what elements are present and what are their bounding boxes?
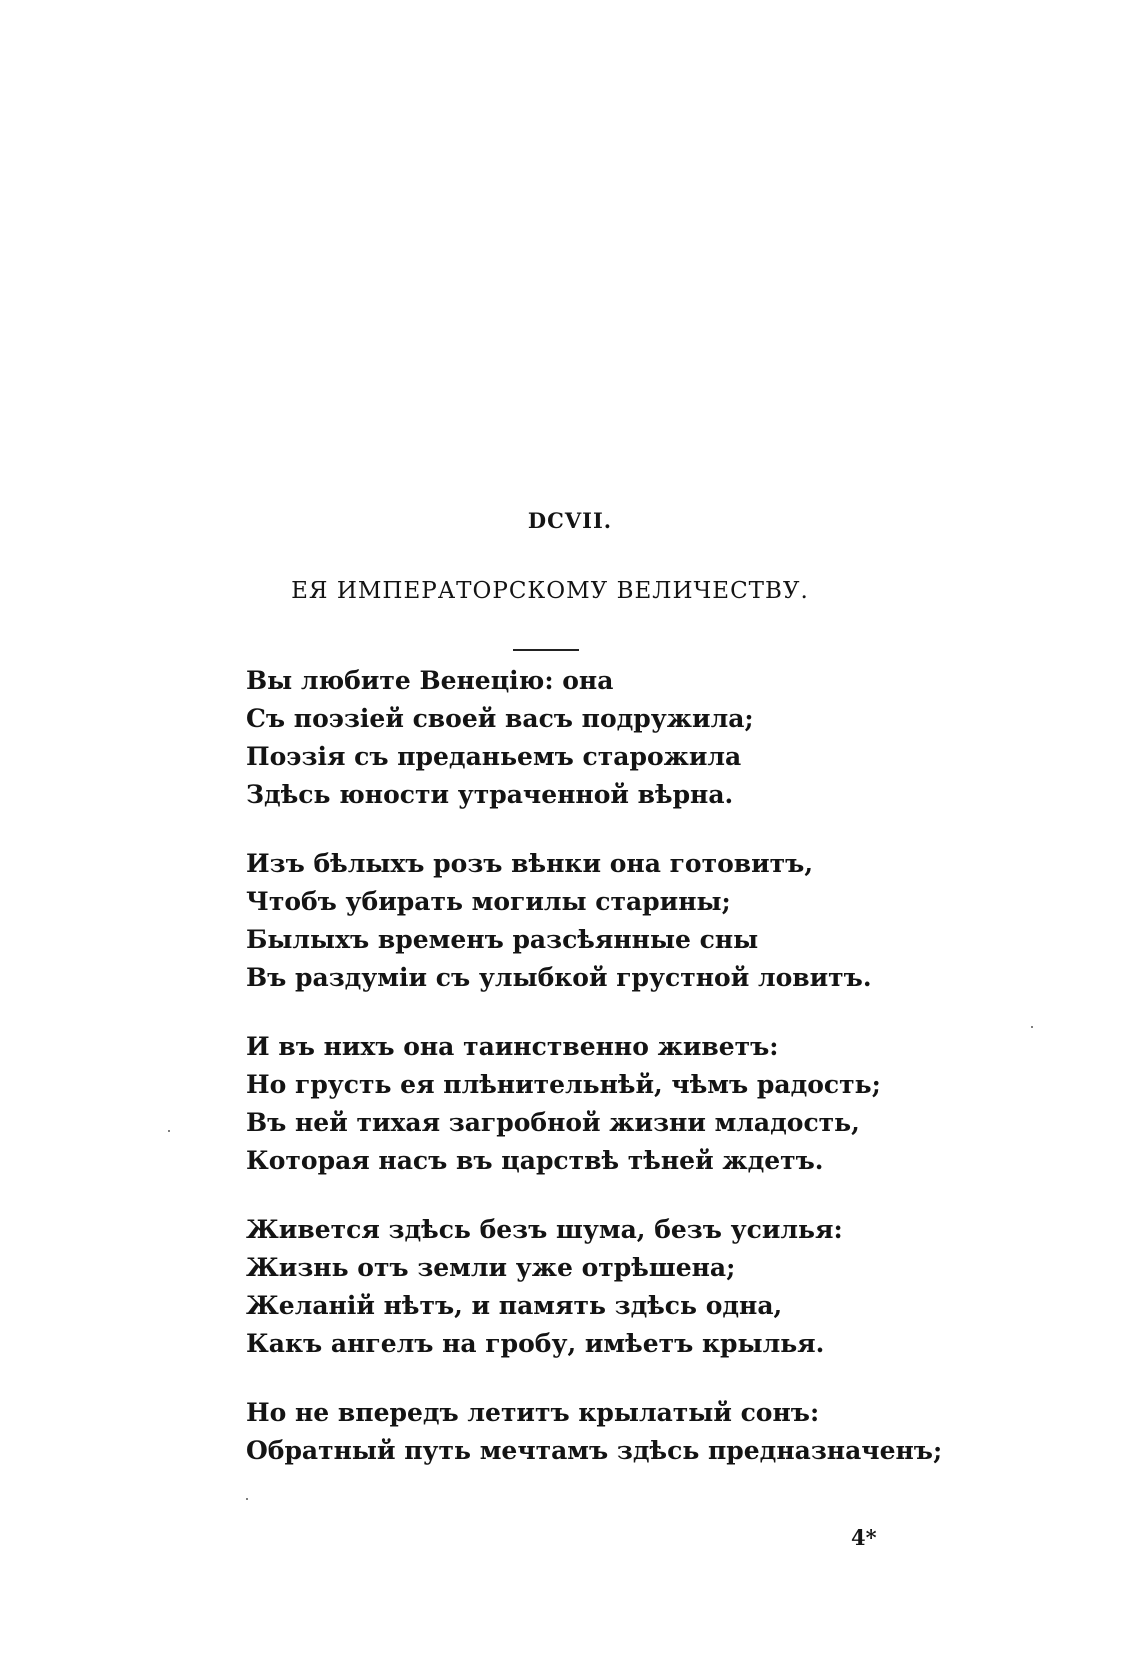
title-divider: [513, 649, 579, 651]
poem-line: Поэзія съ преданьемъ старожила: [246, 742, 742, 771]
scan-speck: [1031, 1026, 1033, 1028]
stanza-2: [246, 845, 886, 997]
signature-mark: 4*: [851, 1525, 877, 1550]
poem-line: Съ поэзіей своей васъ подружила;: [246, 704, 754, 733]
poem-line: Въ ней тихая загробной жизни младость,: [246, 1108, 860, 1137]
poem-line: Но грусть ея плѣнительнѣй, чѣмъ радость;: [246, 1070, 881, 1099]
stanza-5: [246, 1394, 943, 1470]
stanza-1: [246, 662, 886, 814]
poem-line: Въ раздуміи съ улыбкой грустной ловитъ.: [246, 963, 872, 992]
poem-dedication: ЕЯ ИМПЕРАТОРСКОМУ ВЕЛИЧЕСТВУ.: [291, 578, 809, 604]
poem-number: DCVII.: [527, 508, 613, 533]
scan-speck: [168, 1130, 170, 1132]
poem-line: Былыхъ временъ разсѣянные сны: [246, 925, 759, 954]
poem-line: И въ нихъ она таинственно живетъ:: [246, 1032, 779, 1061]
poem-line: Какъ ангелъ на гробу, имѣетъ крылья.: [246, 1329, 825, 1358]
poem-line: Вы любите Венецію: она: [246, 666, 614, 695]
poem-line: Живется здѣсь безъ шума, безъ усилья:: [246, 1215, 843, 1244]
stanza-4: [246, 1211, 886, 1363]
poem-line: Изъ бѣлыхъ розъ вѣнки она готовитъ,: [246, 849, 814, 878]
scan-speck: [246, 1498, 248, 1500]
poem-line: Обратный путь мечтамъ здѣсь предназначенъ;: [246, 1436, 943, 1465]
poem-line: Которая насъ въ царствѣ тѣней ждетъ.: [246, 1146, 824, 1175]
poem-line: Жизнь отъ земли уже отрѣшена;: [246, 1253, 736, 1282]
poem-line: Но не впередъ летитъ крылатый сонъ:: [246, 1398, 820, 1427]
poem-line: Здѣсь юности утраченной вѣрна.: [246, 780, 734, 809]
poem-line: Желаній нѣтъ, и память здѣсь одна,: [246, 1291, 783, 1320]
stanza-3: [246, 1028, 886, 1180]
poem-line: Чтобъ убирать могилы старины;: [246, 887, 731, 916]
